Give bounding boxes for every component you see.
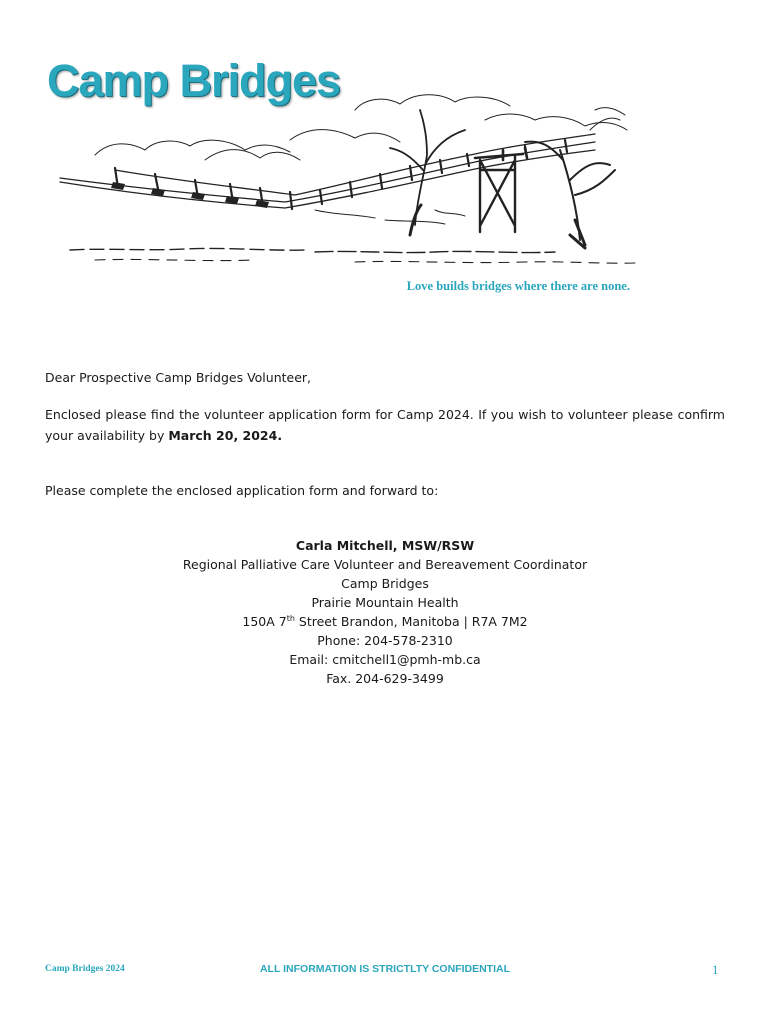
salutation: Dear Prospective Camp Bridges Volunteer, (45, 370, 312, 385)
contact-address-block (45, 536, 725, 688)
logo-title: Camp Bridges (47, 55, 341, 106)
page-number: 1 (712, 962, 719, 977)
contact-phone: Phone: 204-578-2310 (317, 633, 453, 648)
contact-street-address (45, 612, 725, 631)
address-number: 150A 7 (242, 614, 287, 629)
footer-confidential-notice: ALL INFORMATION IS STRICTLTY CONFIDENTIAL (259, 963, 511, 975)
address-ordinal-suffix: th (286, 613, 295, 623)
intro-paragraph (45, 404, 725, 446)
page-footer (0, 962, 770, 978)
contact-email: Email: cmitchell1@pmh-mb.ca (289, 652, 481, 667)
contact-organization: Prairie Mountain Health (311, 595, 459, 610)
contact-name: Carla Mitchell, MSW/RSW (295, 538, 475, 553)
tagline: Love builds bridges where there are none. (406, 279, 630, 293)
address-rest: Street Brandon, Manitoba | R7A 7M2 (294, 614, 528, 629)
intro-paragraph-text: Enclosed please find the volunteer application form for Camp 2024. If you wish to volunteer please confirm your availability by (45, 407, 725, 443)
instruction-paragraph: Please complete the enclosed application form and forward to: (45, 483, 439, 498)
deadline-date: March 20, 2024. (168, 428, 283, 443)
footer-program-year: Camp Bridges 2024 (45, 964, 125, 974)
contact-title: Regional Palliative Care Volunteer and Bereavement Coordinator (182, 557, 588, 572)
contact-program: Camp Bridges (341, 576, 429, 591)
contact-fax: Fax. 204-629-3499 (326, 671, 444, 686)
